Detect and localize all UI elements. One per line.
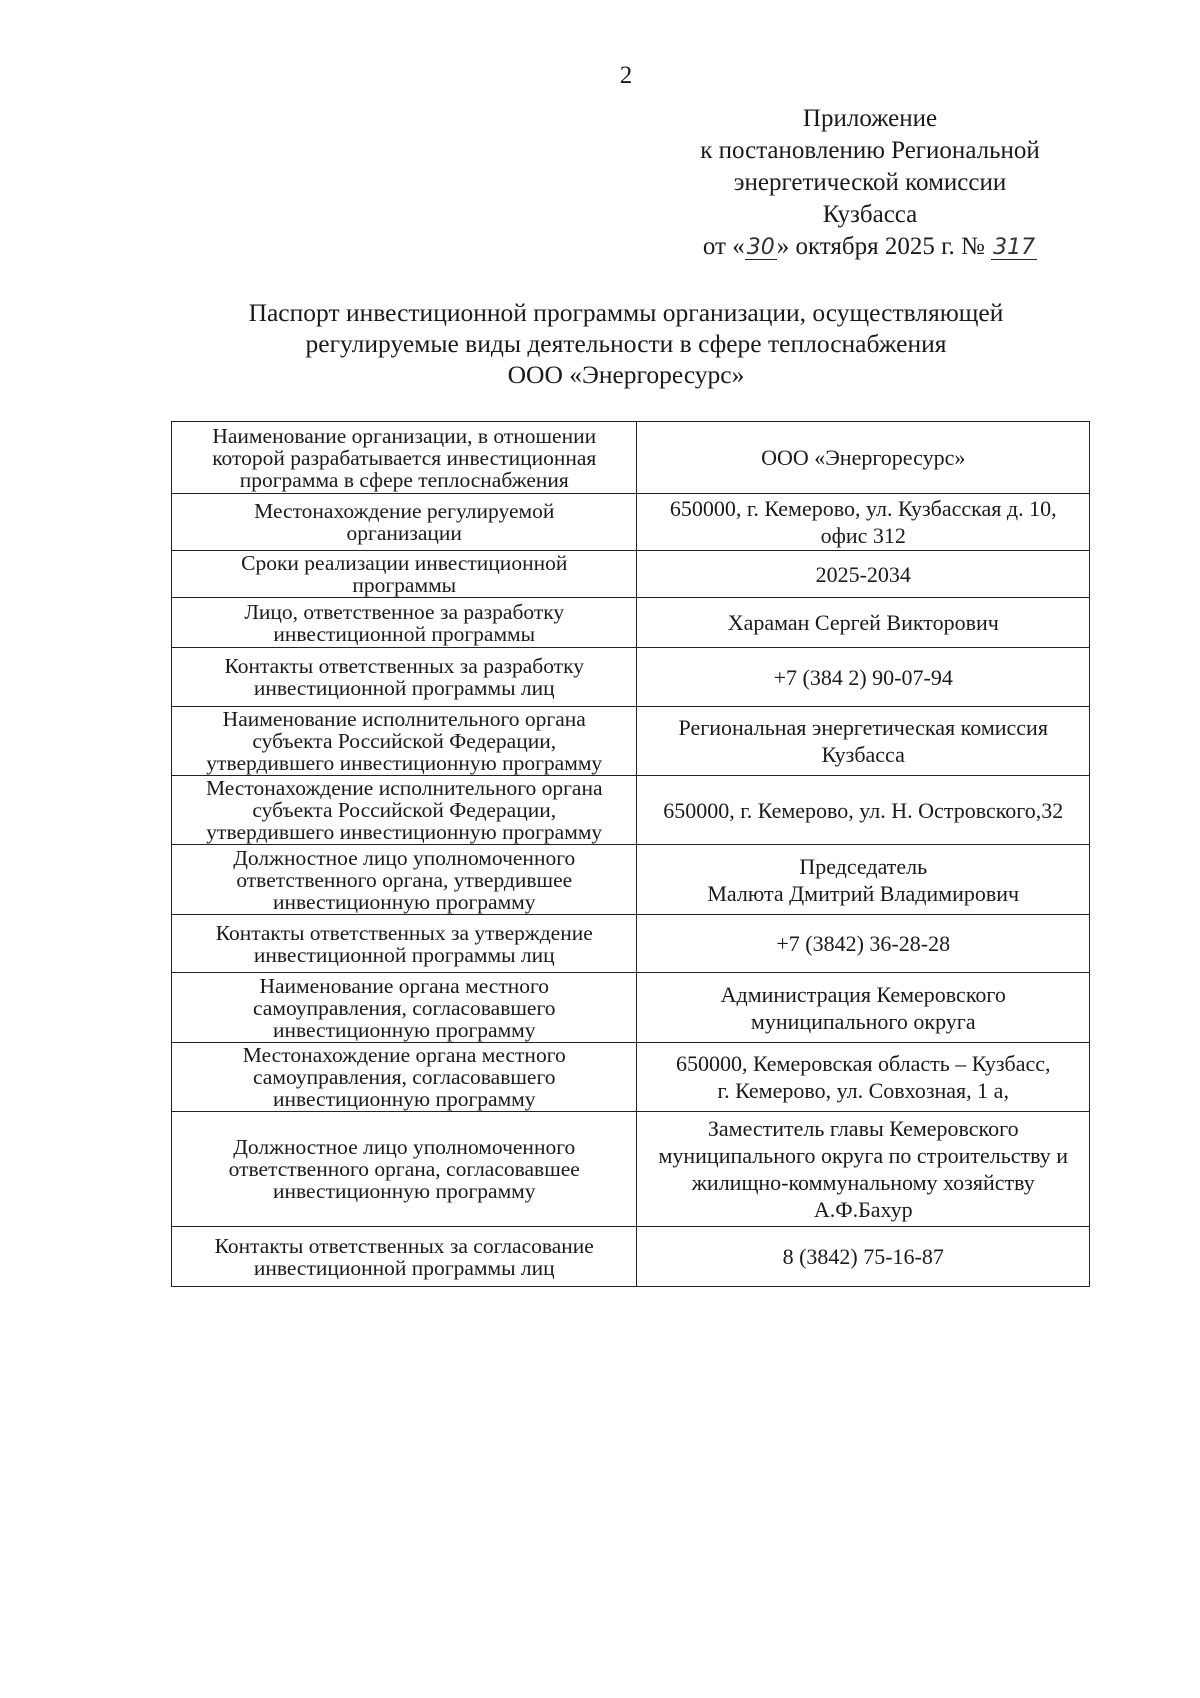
row-value: Хараман Сергей Викторович: [637, 598, 1090, 648]
table-row: [172, 707, 1090, 776]
passport-table: [171, 421, 1090, 1287]
row-label: Местонахождение органа местного самоуправления, согласовавшего инвестиционную программу: [172, 1043, 637, 1112]
row-label: Наименование организации, в отношении которой разрабатывается инвестиционная программа в сфере теплоснабжения: [172, 422, 637, 494]
row-value: 8 (3842) 75-16-87: [637, 1227, 1090, 1287]
table-row: [172, 1112, 1090, 1227]
document-title: [170, 297, 1082, 390]
table-row: [172, 915, 1090, 973]
row-label: Контакты ответственных за утверждение инвестиционной программы лиц: [172, 915, 637, 973]
date-prefix: от «: [702, 233, 745, 260]
table-row: [172, 776, 1090, 845]
title-line: регулируемые виды деятельности в сфере теплоснабжения: [305, 329, 947, 358]
appendix-heading: Приложение: [802, 105, 938, 132]
row-label: Местонахождение регулируемой организации: [172, 494, 637, 551]
appendix-block: [668, 103, 1072, 263]
table-row: [172, 494, 1090, 551]
page-number: 2: [619, 62, 633, 89]
row-value: Администрация Кемеровского муниципального округа: [637, 973, 1090, 1043]
row-label: Должностное лицо уполномоченного ответственного органа, согласовавшее инвестиционную программу: [172, 1112, 637, 1227]
row-label: Контакты ответственных за согласование инвестиционной программы лиц: [172, 1227, 637, 1287]
row-label: Контакты ответственных за разработку инвестиционной программы лиц: [172, 648, 637, 707]
row-label: Наименование исполнительного органа субъекта Российской Федерации, утвердившего инвестиционную программу: [172, 707, 637, 776]
table-row: [172, 598, 1090, 648]
handwritten-number: 317: [993, 235, 1036, 260]
row-label: Местонахождение исполнительного органа субъекта Российской Федерации, утвердившего инвестиционную программу: [172, 776, 637, 845]
table-row: [172, 422, 1090, 494]
row-value: Председатель Малюта Дмитрий Владимирович: [637, 845, 1090, 915]
row-value: Региональная энергетическая комиссия Кузбасса: [637, 707, 1090, 776]
row-value: Заместитель главы Кемеровского муниципального округа по строительству и жилищно-коммунальному хозяйству А.Ф.Бахур: [637, 1112, 1090, 1227]
table-row: [172, 973, 1090, 1043]
handwritten-day: 30: [746, 235, 775, 260]
table-row: [172, 1227, 1090, 1287]
table-row: [172, 648, 1090, 707]
row-value: 2025-2034: [637, 551, 1090, 598]
row-value: +7 (3842) 36-28-28: [637, 915, 1090, 973]
row-value: +7 (384 2) 90-07-94: [637, 648, 1090, 707]
row-label: Должностное лицо уполномоченного ответственного органа, утвердившее инвестиционную программу: [172, 845, 637, 915]
row-label: Наименование органа местного самоуправления, согласовавшего инвестиционную программу: [172, 973, 637, 1043]
row-value: 650000, Кемеровская область – Кузбасс, г. Кемерово, ул. Совхозная, 1 а,: [637, 1043, 1090, 1112]
table-row: [172, 1043, 1090, 1112]
date-middle: » октября 2025 г. №: [776, 233, 985, 260]
row-value: 650000, г. Кемерово, ул. Кузбасская д. 10, офис 312: [637, 494, 1090, 551]
table-row: [172, 845, 1090, 915]
row-label: Сроки реализации инвестиционной программы: [172, 551, 637, 598]
row-value: ООО «Энергоресурс»: [637, 422, 1090, 494]
row-label: Лицо, ответственное за разработку инвестиционной программы: [172, 598, 637, 648]
appendix-line: к постановлению Региональной: [700, 137, 1040, 164]
table-row: [172, 551, 1090, 598]
title-line: ООО «Энергоресурс»: [507, 360, 745, 389]
appendix-line: Кузбасса: [822, 201, 918, 228]
title-line: Паспорт инвестиционной программы организации, осуществляющей: [248, 298, 1004, 327]
appendix-date-line: [668, 231, 1072, 263]
appendix-line: энергетической комиссии: [733, 169, 1007, 196]
row-value: 650000, г. Кемерово, ул. Н. Островского,32: [637, 776, 1090, 845]
